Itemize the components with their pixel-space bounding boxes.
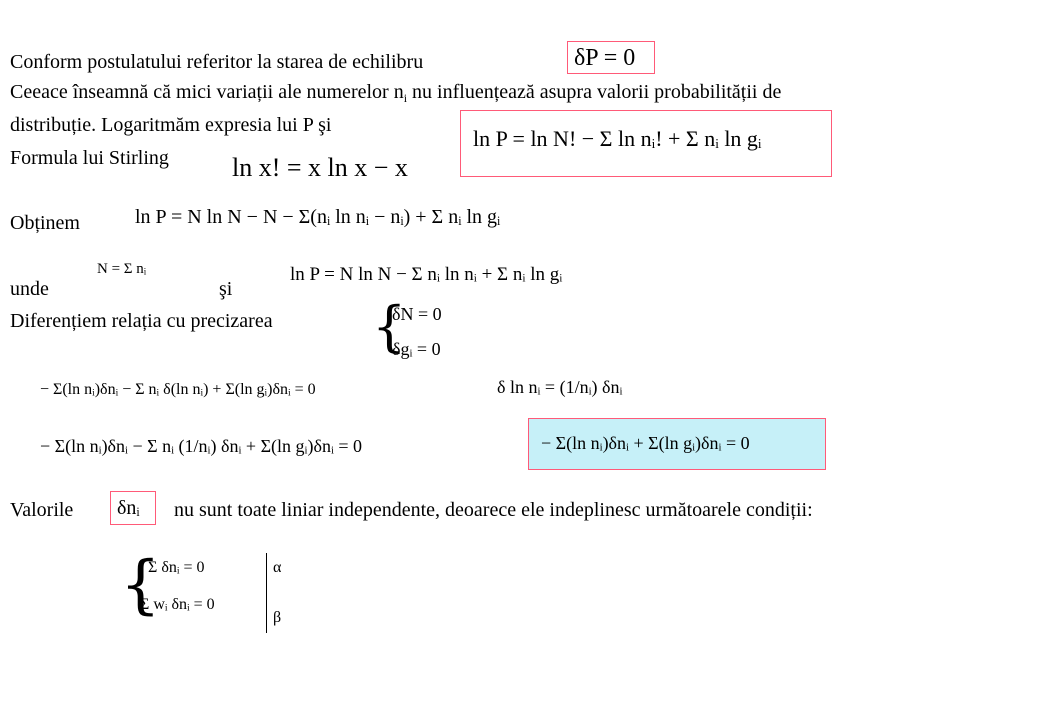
eq-delta-p: δP = 0 [574,45,636,71]
text-line-2-main: Ceeace înseamnă că mici variații ale numerelor n [10,81,404,103]
text-line-2-tail: nu influențează asupra valorii probabilității de [407,81,782,103]
text-line-2-sub: i [403,91,408,106]
eq-obtinem: ln P = N ln N − N − Σ(nᵢ ln nᵢ − nᵢ) + Σ nᵢ ln gᵢ [135,206,501,228]
brace-conditions: { [372,295,407,358]
eq-dln: δ ln nᵢ = (1/nᵢ) δnᵢ [497,377,623,397]
dni-box [110,491,156,525]
eq-sys-1: Σ δnᵢ = 0 [148,559,205,576]
result-box [528,418,826,470]
text-valorile: Valorile [10,499,74,521]
lnp-box [460,110,832,177]
text-valorile-tail: nu sunt toate liniar independente, deoarece ele indeplinesc următoarele condiții: [174,499,813,521]
eq-cond-dN: δN = 0 [392,304,442,324]
text-si: şi [219,278,233,300]
eq-cond-dg: δgᵢ = 0 [392,339,441,359]
text-unde: unde [10,278,49,300]
eq-result: − Σ(ln nᵢ)δnᵢ + Σ(ln gᵢ)δnᵢ = 0 [541,433,750,453]
eq-stirling: ln x! = x ln x − x [232,153,408,182]
system-bar [266,553,267,633]
text-line-3: distribuție. Logaritmăm expresia lui P şi [10,114,332,136]
text-diferentiem: Diferențiem relația cu precizarea [10,310,273,332]
text-obtinem: Obținem [10,212,80,234]
eq-N-def: N = Σ nᵢ [97,261,147,277]
eq-si: ln P = N ln N − Σ nᵢ ln nᵢ + Σ nᵢ ln gᵢ [290,264,563,285]
eq-lnp: ln P = ln N! − Σ ln nᵢ! + Σ nᵢ ln gᵢ [473,126,762,151]
text-line-2 [10,82,781,104]
delta-p-box [567,41,655,74]
eq-diff-2: − Σ(ln nᵢ)δnᵢ − Σ nᵢ (1/nᵢ) δnᵢ + Σ(ln gᵢ)δnᵢ = 0 [40,436,363,456]
text-line-1: Conform postulatului referitor la starea de echilibru [10,51,424,73]
brace-system: { [120,548,161,622]
eq-diff-1: − Σ(ln nᵢ)δnᵢ − Σ nᵢ δ(ln nᵢ) + Σ(ln gᵢ)δnᵢ = 0 [40,381,316,398]
eq-dni: δnᵢ [117,497,140,519]
label-beta: β [273,609,282,626]
eq-sys-2: Σ wᵢ δnᵢ = 0 [140,596,215,613]
label-alpha: α [273,559,282,576]
text-line-4: Formula lui Stirling [10,147,169,169]
